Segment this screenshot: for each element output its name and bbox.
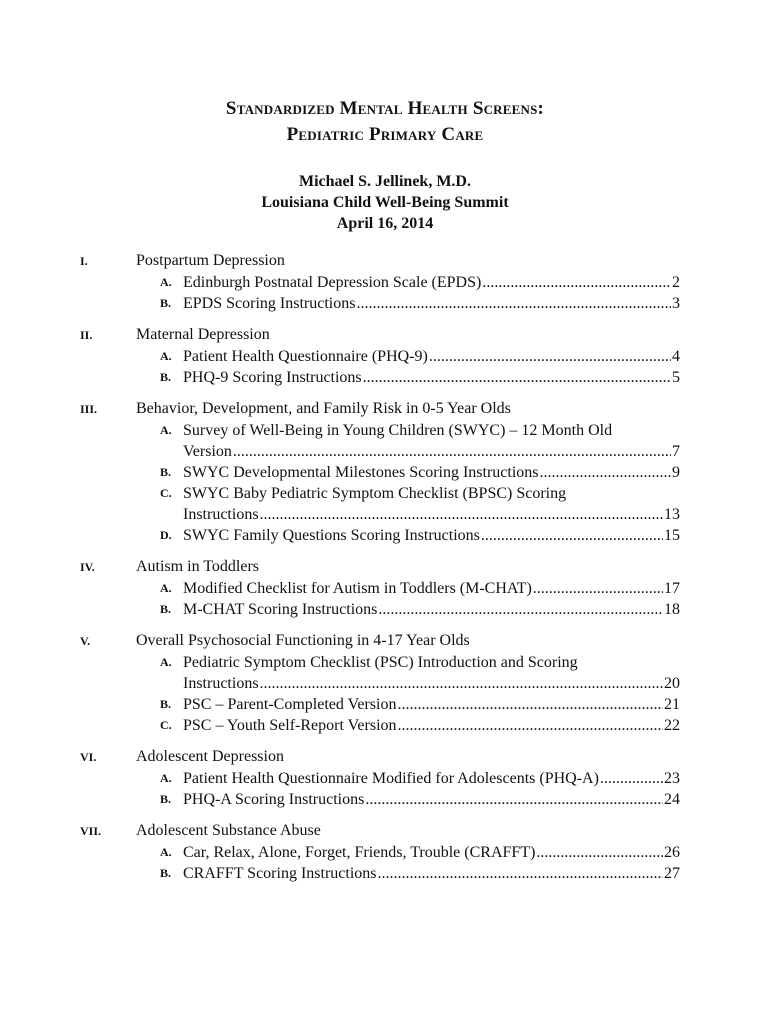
- section-numeral: II.: [80, 328, 93, 342]
- dot-leader: [365, 789, 663, 810]
- toc-entry[interactable]: [80, 694, 680, 715]
- entry-page-number: 24: [664, 791, 680, 808]
- toc-entry[interactable]: [80, 599, 680, 620]
- section-title: Behavior, Development, and Family Risk in 0-5 Year Olds: [136, 400, 511, 417]
- toc-entry[interactable]: [80, 768, 680, 789]
- toc-entry[interactable]: [80, 652, 680, 694]
- toc-entry[interactable]: [80, 842, 680, 863]
- entry-text: CRAFFT Scoring Instructions: [183, 865, 377, 882]
- entry-letter: A.: [160, 423, 172, 437]
- entry-letter: B.: [160, 602, 172, 616]
- section-title: Overall Psychosocial Functioning in 4-17 Year Olds: [136, 632, 470, 649]
- entry-text-line-1: Pediatric Symptom Checklist (PSC) Introduction and Scoring: [183, 654, 578, 671]
- toc-section: [80, 630, 680, 736]
- toc-entry[interactable]: [80, 272, 680, 293]
- entry-page-number: 9: [672, 464, 680, 481]
- entry-page-number: 2: [672, 274, 680, 291]
- toc-section: [80, 398, 680, 546]
- entry-letter: C.: [160, 486, 172, 500]
- section-numeral: III.: [80, 402, 98, 416]
- toc-entry[interactable]: [80, 483, 680, 525]
- toc-entry[interactable]: [80, 578, 680, 599]
- dot-leader: [482, 272, 671, 293]
- dot-leader: [533, 578, 663, 599]
- entry-text: Patient Health Questionnaire (PHQ-9): [183, 348, 428, 365]
- entry-page-number: 17: [664, 580, 680, 597]
- entry-text: Edinburgh Postnatal Depression Scale (EPDS): [183, 274, 482, 291]
- dot-leader: [356, 293, 671, 314]
- entry-page-number: 7: [672, 443, 680, 460]
- entry-text-line-1: SWYC Baby Pediatric Symptom Checklist (BPSC) Scoring: [183, 485, 567, 502]
- entry-page-number: 13: [664, 506, 680, 523]
- dot-leader: [536, 842, 663, 863]
- entry-page-number: 15: [664, 527, 680, 544]
- entry-page-number: 5: [672, 369, 680, 386]
- dot-leader: [481, 525, 663, 546]
- entry-page-number: 22: [664, 717, 680, 734]
- entry-letter: D.: [160, 528, 172, 542]
- entry-text: PSC – Youth Self-Report Version: [183, 717, 397, 734]
- entry-letter: A.: [160, 275, 172, 289]
- entry-text: EPDS Scoring Instructions: [183, 295, 356, 312]
- toc-section: [80, 324, 680, 388]
- entry-letter: A.: [160, 581, 172, 595]
- entry-text: PSC – Parent-Completed Version: [183, 696, 397, 713]
- event-name: Louisiana Child Well-Being Summit: [261, 194, 509, 211]
- entry-text: PHQ-A Scoring Instructions: [183, 791, 365, 808]
- entry-letter: A.: [160, 349, 172, 363]
- toc-section: [80, 746, 680, 810]
- section-numeral: V.: [80, 634, 91, 648]
- section-title: Autism in Toddlers: [136, 558, 260, 575]
- author-block: [0, 171, 770, 234]
- section-title: Maternal Depression: [136, 326, 270, 343]
- section-title: Adolescent Substance Abuse: [136, 822, 321, 839]
- event-date: April 16, 2014: [336, 215, 434, 232]
- entry-page-number: 4: [672, 348, 680, 365]
- entry-text: SWYC Developmental Milestones Scoring Instructions: [183, 464, 539, 481]
- entry-text: Version: [183, 443, 232, 460]
- dot-leader: [398, 715, 663, 736]
- toc-entry[interactable]: [80, 367, 680, 388]
- toc-entry[interactable]: [80, 525, 680, 546]
- entry-letter: A.: [160, 771, 172, 785]
- document-title-line-2: Pediatric Primary Care: [286, 124, 484, 145]
- author-name: Michael S. Jellinek, M.D.: [299, 173, 471, 190]
- entry-text-line-1: Survey of Well-Being in Young Children (SWYC) – 12 Month Old: [183, 422, 613, 439]
- entry-letter: B.: [160, 866, 172, 880]
- section-title: Postpartum Depression: [136, 252, 285, 269]
- entry-letter: B.: [160, 465, 172, 479]
- dot-leader: [429, 346, 671, 367]
- dot-leader: [233, 441, 671, 462]
- title-block: [0, 96, 770, 234]
- entry-letter: A.: [160, 845, 172, 859]
- document-title-line-1: Standardized Mental Health Screens:: [225, 98, 545, 119]
- entry-letter: B.: [160, 296, 172, 310]
- dot-leader: [363, 367, 671, 388]
- entry-text: Patient Health Questionnaire Modified for Adolescents (PHQ-A): [183, 770, 599, 787]
- entry-text: Modified Checklist for Autism in Toddlers (M-CHAT): [183, 580, 532, 597]
- entry-letter: B.: [160, 370, 172, 384]
- dot-leader: [378, 863, 664, 884]
- entry-text: SWYC Family Questions Scoring Instructions: [183, 527, 480, 544]
- toc-section: [80, 556, 680, 620]
- dot-leader: [397, 694, 663, 715]
- section-numeral: VII.: [80, 824, 102, 838]
- entry-page-number: 21: [664, 696, 680, 713]
- dot-leader: [540, 462, 671, 483]
- dot-leader: [260, 673, 663, 694]
- entry-letter: C.: [160, 718, 172, 732]
- table-of-contents: [80, 250, 680, 894]
- dot-leader: [260, 504, 663, 525]
- entry-page-number: 27: [664, 865, 680, 882]
- section-numeral: I.: [80, 254, 88, 268]
- dot-leader: [378, 599, 663, 620]
- toc-entry[interactable]: [80, 293, 680, 314]
- entry-text: Instructions: [183, 506, 259, 523]
- section-title: Adolescent Depression: [136, 748, 284, 765]
- toc-entry[interactable]: [80, 346, 680, 367]
- entry-text: Car, Relax, Alone, Forget, Friends, Trouble (CRAFFT): [183, 844, 536, 861]
- entry-text: PHQ-9 Scoring Instructions: [183, 369, 362, 386]
- entry-page-number: 26: [664, 844, 680, 861]
- entry-page-number: 23: [664, 770, 680, 787]
- toc-section: [80, 820, 680, 884]
- toc-section: [80, 250, 680, 314]
- entry-text: M-CHAT Scoring Instructions: [183, 601, 378, 618]
- toc-entry[interactable]: [80, 863, 680, 884]
- entry-page-number: 18: [664, 601, 680, 618]
- entry-letter: B.: [160, 792, 172, 806]
- entry-letter: B.: [160, 697, 172, 711]
- entry-text: Instructions: [183, 675, 259, 692]
- toc-entry[interactable]: [80, 420, 680, 462]
- section-numeral: VI.: [80, 750, 97, 764]
- toc-entry[interactable]: [80, 715, 680, 736]
- toc-entry[interactable]: [80, 789, 680, 810]
- entry-page-number: 20: [664, 675, 680, 692]
- toc-entry[interactable]: [80, 462, 680, 483]
- entry-letter: A.: [160, 655, 172, 669]
- dot-leader: [600, 768, 663, 789]
- section-numeral: IV.: [80, 560, 95, 574]
- entry-page-number: 3: [672, 295, 680, 312]
